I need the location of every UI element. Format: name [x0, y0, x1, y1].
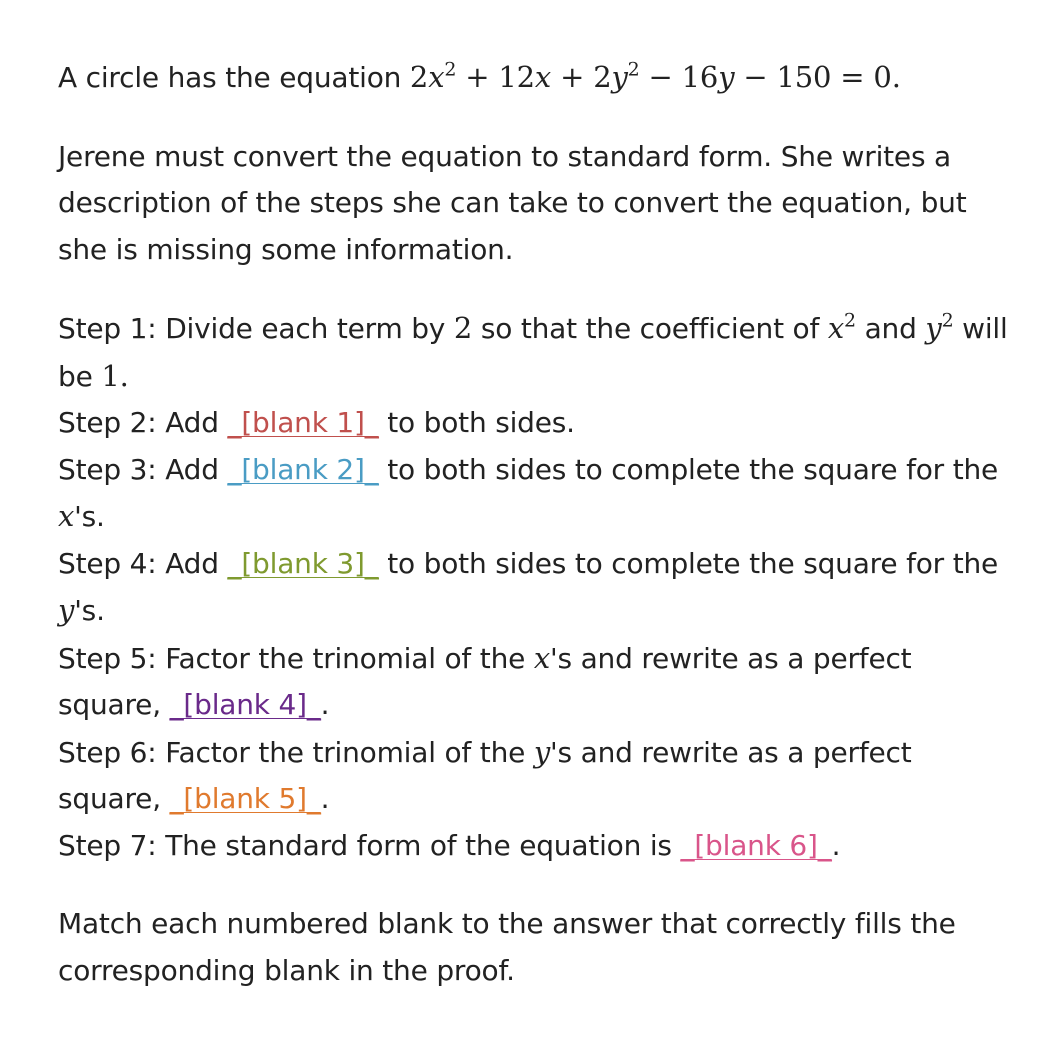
blank-6[interactable]: _[blank 6]_ [680, 828, 832, 862]
question-content [58, 54, 1018, 994]
blank-3[interactable]: _[blank 3]_ [227, 546, 379, 580]
step-6: Step 6: Factor the trinomial of the y's and rewrite as a perfect square, _[blank 5]_. [58, 734, 912, 815]
instruction-paragraph: Match each numbered blank to the answer that correctly fills the corresponding blank in the proof. [58, 907, 956, 987]
blank-5[interactable]: _[blank 5]_ [169, 782, 321, 815]
step-7: Step 7: The standard form of the equation is _[blank 6]_. [58, 828, 841, 862]
circle-equation: $2x^2 + 12x + 2y^2 - 16y - 150 = 0$. [409, 58, 901, 94]
blank-1[interactable]: _[blank 1]_ [227, 406, 379, 439]
step-1: Step 1: Divide each term by 2 so that the coefficient of $x^2$ and $y^2$ will be 1. [58, 309, 1008, 393]
step-3: Step 3: Add _[blank 2]_ to both sides to complete the square for the x's. [58, 452, 999, 533]
step-5: Step 5: Factor the trinomial of the x's and rewrite as a perfect square, _[blank 4]_. [58, 640, 912, 721]
steps-list [58, 305, 1018, 869]
step-4: Step 4: Add _[blank 3]_ to both sides to complete the square for the y's. [58, 546, 999, 627]
description-paragraph: Jerene must convert the equation to standard form. She writes a description of the steps she can take to convert the equation, but she is missing some information. [58, 139, 967, 266]
blank-4[interactable]: _[blank 4]_ [169, 688, 321, 721]
intro-text: A circle has the equation [58, 61, 410, 94]
step-2: Step 2: Add _[blank 1]_ to both sides. [58, 406, 575, 439]
intro-paragraph [58, 54, 1018, 102]
blank-2[interactable]: _[blank 2]_ [227, 452, 379, 486]
